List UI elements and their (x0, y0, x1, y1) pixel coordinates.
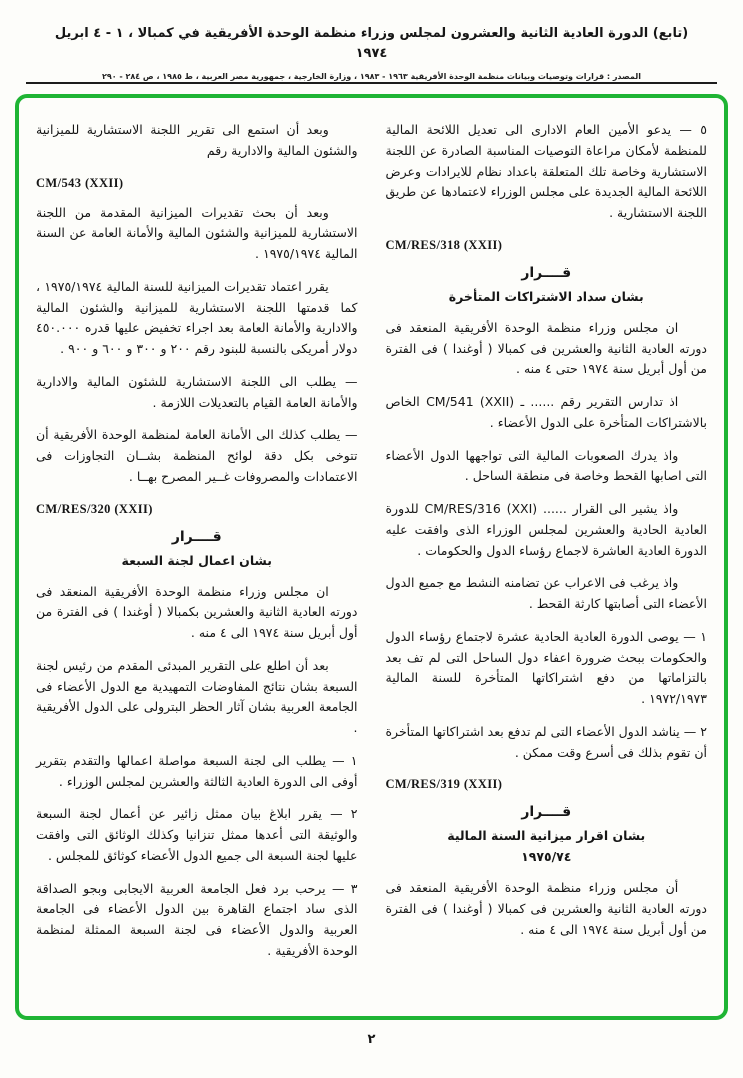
resolution-reference-code: CM/RES/319 (XXII) (385, 777, 503, 792)
body-paragraph: واذ يدرك الصعوبات المالية التى تواجهها الدول الأعضاء التى اصابها القحط وخاصة فى منطقة الساحل . (385, 447, 707, 484)
body-paragraph: وبعد أن بحث تقديرات الميزانية المقدمة من اللجنة الاستشارية للميزانية والشئون المالية والأمانة العامة عن السنة المالية ١٩٧٥/١٩٧٤ . (36, 204, 358, 261)
resolution-subject: بشان سداد الاشتراكات المتأخرة (448, 288, 644, 304)
resolution-reference-code: CM/RES/320 (XXII) (36, 501, 153, 516)
body-paragraph: وبعد أن استمع الى تقرير اللجنة الاستشارية للميزانية والشئون المالية والادارية رقم (36, 122, 358, 158)
numbered-clause: ١ — يطلب الى لجنة السبعة مواصلة اعمالها والتقدم بتقرير أوفى الى الدورة العادية الثالثة والعشرين لمجلس الوزراء . (36, 752, 358, 789)
column-right (386, 120, 708, 962)
resolution-heading: قــــرار (171, 528, 222, 545)
body-paragraph: ان مجلس وزراء منظمة الوحدة الأفريقية المنعقد فى دورته العادية الثانية والعشرين بكمبالا ( أوغندا ) فى الفترة من أول أبريل سنة ١٩٧٤ الى ٤ منه . (36, 583, 358, 640)
resolution-heading: قــــرار (521, 804, 572, 821)
resolution-reference-code: CM/RES/318 (XXII) (385, 237, 503, 252)
resolution-subject: ١٩٧٥/٧٤ (521, 849, 572, 865)
numbered-clause: ١ — يوصى الدورة العادية الحادية عشرة لاجتماع رؤساء الدول والحكومات ببحث ضرورة اعفاء دول الساحل التى لم تف بعد بالتزاماتها من دفع اشتراكاتها المتأخرة للسنة المالية ١٩٧٢/١٩٧٣ . (385, 628, 707, 706)
numbered-clause: — يطلب الى اللجنة الاستشارية للشئون المالية والادارية والأمانة العامة القيام بالتعديلات اللازمة . (36, 373, 358, 410)
body-paragraph: يقرر اعتماد تقديرات الميزانية للسنة المالية ١٩٧٥/١٩٧٤ ، كما قدمتها اللجنة الاستشارية للميزانية والشئون المالية والادارية والأمانة العامة بعد اجراء تخفيض عليها قدره ٤٥٠.٠٠٠ دولار أمريكى بالنسبة للبنود رقم ٢٠٠ و ٣٠٠ و ٦٠٠ و ٩٠٠ . (36, 278, 358, 356)
text-columns (19, 98, 724, 978)
resolution-subject: بشان اعمال لجنة السبعة (121, 552, 272, 568)
column-left (36, 120, 358, 962)
body-paragraph: واذ يشير الى القرار ...... CM/RES/316 (XXI) للدورة العادية الحادية والعشرين لمجلس الوزراء الذى وافقت عليه الدورة العادية العاشرة لاجماع رؤساء الدول والحكومات . (385, 501, 707, 558)
source-citation: المصدر : قرارات وتوصيات وبيانات منظمة الوحدة الأفريقية ١٩٦٣ - ١٩٨٣ ، وزارة الخارجية ، جمهورية مصر العربية ، ط ١٩٨٥ ، ص ٢٨٤ - ٢٩٠ (101, 72, 642, 81)
numbered-clause: ٢ — يقرر ابلاغ بيان ممثل زائير عن أعمال لجنة السبعة والوثيقة التى أعدها ممثل تنزانيا وكذلك الوثائق التى وافقت عليها لجنة السبعة الى جميع الدول الأعضاء كوثائق للمجلس . (36, 806, 358, 863)
body-paragraph: اذ تدارس التقرير رقم ...... ـ CM/541 (XXII) الخاص بالاشتراكات المتأخرة على الدول الأعضاء . (385, 394, 707, 430)
body-paragraph: ان مجلس وزراء منظمة الوحدة الأفريقية المنعقد فى دورته العادية الثانية والعشرين فى كمبالا ( أوغندا ) فى الفترة من أول أبريل سنة ١٩٧٤ حتى ٤ منه . (385, 319, 707, 377)
resolution-heading: قــــرار (521, 264, 572, 281)
page-header (0, 24, 743, 81)
resolution-subject: بشان اقرار ميزانية السنة المالية (447, 828, 646, 844)
body-paragraph: واذ يرغب فى الاعراب عن تضامنه النشط مع جميع الدول الأعضاء التى أصابتها كارثة القحط . (385, 575, 707, 611)
body-paragraph: أن مجلس وزراء منظمة الوحدة الأفريقية المنعقد فى دورته العادية الثانية والعشرين فى كمبالا ( أوغندا ) فى الفترة من أول أبريل سنة ١٩٧٤ الى ٤ منه . (385, 880, 707, 937)
numbered-clause: ٣ — يرحب برد فعل الجامعة العربية الايجابى وبجو الصداقة الذى ساد اجتماع القاهرة بين الدول الأعضاء فى الجامعة العربية والدول الأعضاء فى لجنة السبعة الممثلة لمنظمة الوحدة الأفريقية . (36, 880, 358, 958)
content-frame (15, 94, 728, 1020)
header-divider (26, 82, 717, 84)
numbered-clause: — يطلب كذلك الى الأمانة العامة لمنظمة الوحدة الأفريقية أن تتوخى بكل دقة لوائح المنظمة بشــان التجاوزات فى الاعتمادات والمصروفات غــير المصرح بهــا . (36, 427, 358, 484)
resolution-reference-code: CM/543 (XXII) (36, 175, 124, 190)
numbered-clause: ٥ — يدعو الأمين العام الادارى الى تعديل اللائحة المالية للمنظمة لأمكان مراعاة التوصيات المناسبة الصادرة عن اللجنة الاستشارية وخاصة تلك المتعلقة باعداد نظام للايرادات وعرض اللائحة المالية الجديدة على مجلس الوزراء لاعتمادها عن طريق اللجنة الاستشارية . (385, 122, 707, 220)
document-title: (تابع) الدورة العادية الثانية والعشرون لمجلس وزراء منظمة الوحدة الأفريقية في كمبالا ، ١ - ٤ ابريل ١٩٧٤ (54, 26, 689, 61)
page-number: ٢ (367, 1032, 376, 1047)
body-paragraph: بعد أن اطلع على التقرير المبدئى المقدم من رئيس لجنة السبعة بشان نتائج المفاوضات التمهيدية مع الدول الأعضاء فى الجامعة العربية بشان آثار الحظر البترولى على الدول الأفريقية . (36, 657, 358, 735)
numbered-clause: ٢ — يناشد الدول الأعضاء التى لم تدفع بعد اشتراكاتها المتأخرة أن تقوم بذلك فى أسرع وقت ممكن . (385, 723, 707, 760)
